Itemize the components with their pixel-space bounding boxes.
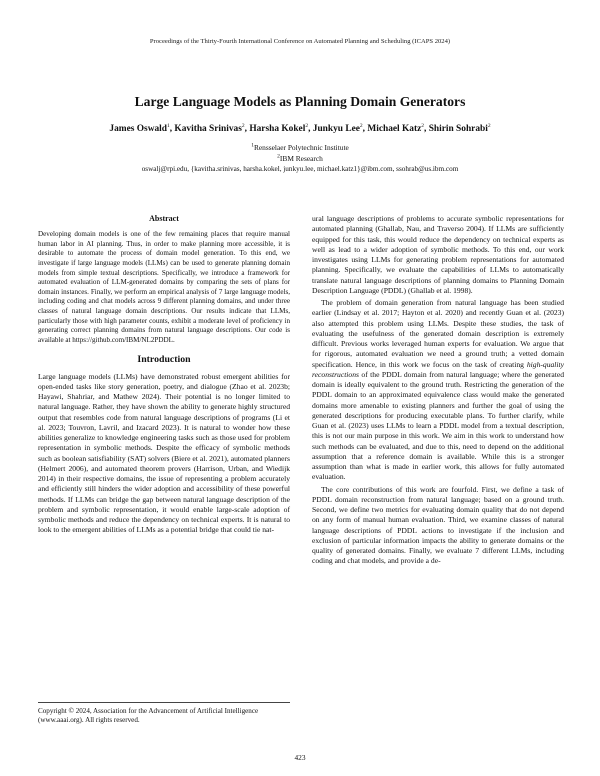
affiliation: $^2$IBM Research xyxy=(277,153,323,163)
author-name: Harsha Kokel xyxy=(249,124,306,134)
author-name: Shirin Sohrabi xyxy=(428,124,488,134)
author-name: Junkyu Lee xyxy=(312,124,360,134)
author: Harsha Kokel$^2$, xyxy=(249,122,313,134)
author: James Oswald$^1$, xyxy=(109,122,175,134)
abstract-heading: Abstract xyxy=(149,214,179,223)
copyright-notice: Copyright © 2024, Association for the Advancement of Artificial Intelligence (www.aaai.org). All rights reserved. xyxy=(38,702,290,725)
author-emails: oswalj@rpi.edu, {kavitha.srinivas, harsha.kokel, junkyu.lee, michael.katz1}@ibm.com, ssohrab@us.ibm.com xyxy=(141,165,459,173)
intro-paragraph: The problem of domain generation from natural language has been studied earlier (Lindsay et al. 2017; Hayton et al. 2020) and recently Guan et al. (2023) also attempted this problem using LLMs. Despite these studies, the task of evaluating the usefulness of the generated domain description is extremely difficult. Previous works leveraged human experts for evaluation. We argue that for rigorous, automated evaluation we need a ground truth; a vetted domain specification. Hence, in this work we focus on the task of creating high-quality reconstructions of the PDDL domain from natural language; where the generated domain is ideally equivalent to the ground truth. Restricting the generation of the PDDL domain to an approximated equivalence class would make the generated domains more amenable to existing planners and further the goal of using the generated descriptions for producing executable plans. To further clarify, while Guan et al. (2023) uses LLMs to learn a PDDL model from a textual description, this is not our main purpose in this work. We aim in this work to understand how such methods can be evaluated, and due to this, need to depend on the additional assumption that a reference domain is available. While this is a stronger assumption than what is made in earlier work, this allows for fully automated evaluation. xyxy=(312,298,565,482)
author: Junkyu Lee$^2$, xyxy=(312,122,368,134)
proceedings-header: Proceedings of the Thirty-Fourth International Conference on Automated Planning and Scheduling (ICAPS 2024) xyxy=(149,38,451,45)
left-column xyxy=(38,214,290,536)
abstract-text: Developing domain models is one of the few remaining places that require manual human labor in AI planning. Thus, in order to make planning more accessible, it is desirable to automate the process of domain model generation. To this end, we investigate if large language models (LLMs) can be used to generate planning domain models from simple textual descriptions. Specifically, we introduce a framework for automated evaluation of LLM-generated domains by comparing the sets of plans for domain instances. Finally, we perform an empirical analysis of 7 large language models, including coding and chat models across 9 different planning domains, and under three classes of natural language domain descriptions. Our results indicate that LLMs, particularly those with high parameter counts, exhibit a moderate level of proficiency in generating correct planning domains from natural language descriptions. Our code is available at https://github.com/IBM/NL2PDDL. xyxy=(38,230,290,344)
page-number: 423 xyxy=(294,753,306,762)
intro-paragraph: Large language models (LLMs) have demonstrated robust emergent abilities for open-ended tasks like story generation, poetry, and dialogue (Zhao et al. 2023b; Hayawi, Shahriar, and Mathew 2024). Their potential is no longer limited to natural language. Rather, they have shown the ability to generate highly structured output that resembles code from natural language descriptions of programs (Li et al. 2023; Touvron, Lavril, and Izacard 2023). It is natural to wonder how these abilities generalize to knowledge engineering tasks such as those used for problem representation in symbolic methods. Despite the efficacy of symbolic methods such as boolean satisfiability (SAT) solvers (Biere et al. 2021), automated planners (Helmert 2006), and automated theorem provers (Harrison, Urban, and Wiedijk 2014) in their respective domains, the issue of representing a problem accurately and efficiently still hinders the wider adoption and accessibility of these powerful methods. If LLMs can bridge the gap between natural language description of the problem and symbolic representation, it would enable large-scale adoption of symbolic methods and reduce the dependency on technical experts. It is natural to look to the emergent abilities of LLMs as a potential bridge that could tie nat- xyxy=(38,371,290,535)
intro-paragraph: ural language descriptions of problems to accurate symbolic representations for automated planning (Ghallab, Nau, and Traverso 2004). If LLMs are sufficiently equipped for this task, this would reduce the dependency on technical experts as well as lead to a wider adoption of symbolic methods. To this end, our work investigates using LLMs for generating problem representations for automated planning. Specifically, we evaluate the capabilities of LLMs to automatically translate natural language descriptions of planning domains to Planning Domain Description Language (PDDL) (Ghallab et al. 1998). xyxy=(312,214,564,295)
author: Michael Katz$^2$, xyxy=(367,122,429,134)
affiliation: $^1$Rensselaer Polytechnic Institute xyxy=(251,142,349,152)
author-name: James Oswald xyxy=(109,124,167,134)
intro-paragraph: The core contributions of this work are fourfold. First, we define a task of PDDL domain reconstruction from natural language; based on a ground truth. Second, we define two metrics for evaluating domain quality that do not depend on any form of manual human evaluation. Third, we examine classes of natural language descriptions of PDDL actions to investigate if the inclusion and exclusion of particular information impacts the ability to generate domains or the quality of generated domains. Finally, we evaluate 7 different LLMs, including coding and chat models, and provide a de- xyxy=(312,484,564,566)
author-list xyxy=(0,124,600,134)
author-name: Kavitha Srinivas xyxy=(174,124,242,134)
paper-title: Large Language Models as Planning Domain Generators xyxy=(134,94,466,109)
author-name: Michael Katz xyxy=(367,124,422,134)
author: Kavitha Srinivas$^2$, xyxy=(174,122,250,134)
author: Shirin Sohrabi$^2$ xyxy=(428,122,491,134)
introduction-heading: Introduction xyxy=(137,354,191,366)
right-column xyxy=(312,214,564,567)
